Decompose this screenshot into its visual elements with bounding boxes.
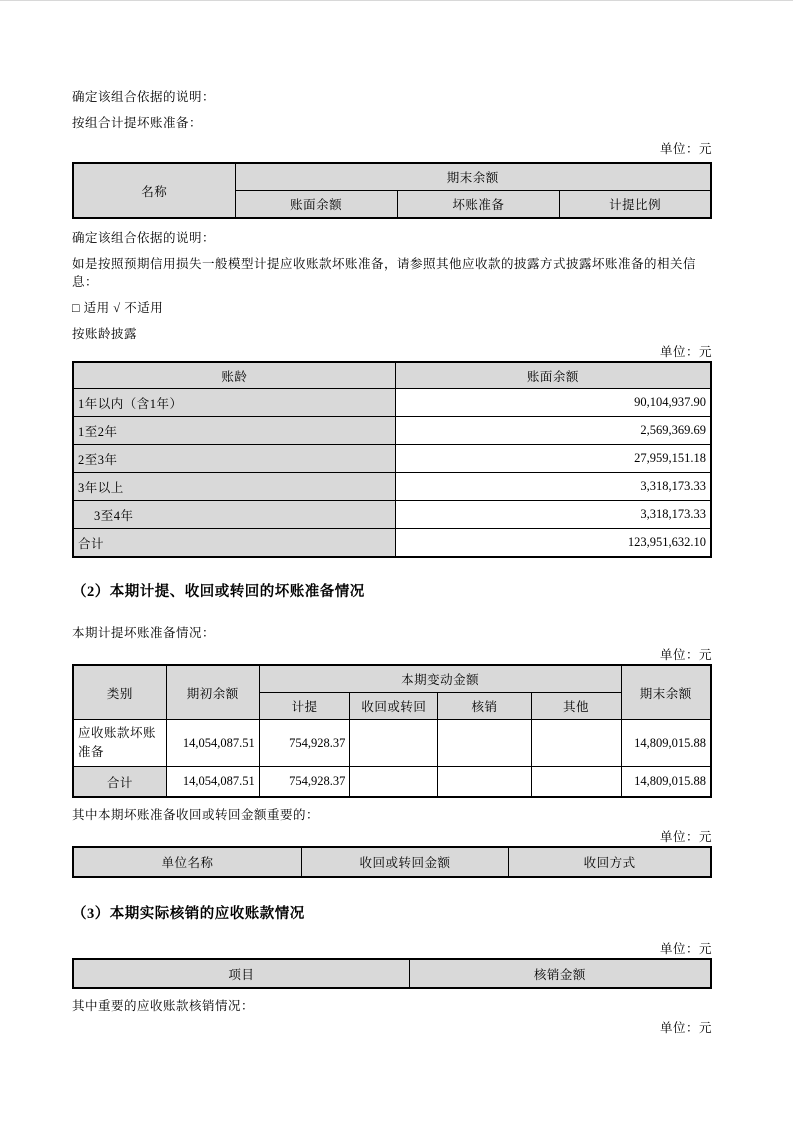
aging-row-label: 1至2年 <box>73 417 395 445</box>
portfolio-provision-table <box>72 162 712 219</box>
column-header-provision-ratio: 计提比例 <box>560 191 711 219</box>
section-2-intro: 本期计提坏账准备情况： <box>72 626 216 640</box>
column-header-recovered: 收回或转回 <box>350 693 438 720</box>
column-header-recovery-method: 收回方式 <box>509 847 711 877</box>
movement-total-opening: 14,054,087.51 <box>166 767 259 798</box>
aging-row-value: 27,959,151.18 <box>395 445 711 473</box>
ecl-model-note: 如是按照预期信用损失一般模型计提应收账款坏账准备，请参照其他应收款的披露方式披露坏账准备的相关信息： <box>72 257 697 289</box>
aging-row-label: 2至3年 <box>73 445 395 473</box>
table-row <box>73 417 711 445</box>
movement-total-closing: 14,809,015.88 <box>621 767 711 798</box>
important-writeoff-intro: 其中重要的应收账款核销情况： <box>72 999 255 1013</box>
table-row <box>73 445 711 473</box>
unit-label: 单位：元 <box>659 830 712 844</box>
column-header-book-balance: 账面余额 <box>235 191 397 219</box>
movement-row-closing: 14,809,015.88 <box>621 720 711 767</box>
page-edge-line <box>0 0 793 1</box>
portfolio-note2-label: 确定该组合依据的说明： <box>72 231 216 245</box>
column-header-other: 其他 <box>531 693 621 720</box>
column-header-name: 名称 <box>73 163 235 218</box>
aging-disclosure-intro: 按账龄披露 <box>72 327 138 341</box>
movement-total-recovered <box>350 767 438 798</box>
column-header-recovery-amount: 收回或转回金额 <box>301 847 508 877</box>
portfolio-note-label: 确定该组合依据的说明： <box>72 90 216 104</box>
table-row <box>73 389 711 417</box>
aging-total-value: 123,951,632.10 <box>395 529 711 558</box>
movement-total-other <box>531 767 621 798</box>
aging-total-row <box>73 529 711 558</box>
column-header-category: 类别 <box>73 665 166 720</box>
aging-total-label: 合计 <box>73 529 395 558</box>
column-header-bad-debt-provision: 坏账准备 <box>397 191 560 219</box>
table-row <box>73 720 711 767</box>
table-row <box>73 473 711 501</box>
column-header-writeoff-amount: 核销金额 <box>409 959 711 988</box>
movement-row-other <box>531 720 621 767</box>
movement-total-row <box>73 767 711 798</box>
aging-row-label: 3至4年 <box>73 501 395 529</box>
movement-total-written-off <box>438 767 531 798</box>
column-header-accrued: 计提 <box>259 693 350 720</box>
movement-total-accrued: 754,928.37 <box>259 767 350 798</box>
aging-row-value: 2,569,369.69 <box>395 417 711 445</box>
table-row <box>73 501 711 529</box>
aging-row-value: 90,104,937.90 <box>395 389 711 417</box>
section-3-heading: （3）本期实际核销的应收账款情况 <box>72 906 305 922</box>
recovery-intro: 其中本期坏账准备收回或转回金额重要的： <box>72 808 320 822</box>
column-header-entity-name: 单位名称 <box>73 847 301 877</box>
column-group-ending-balance: 期末余额 <box>235 163 711 191</box>
unit-label: 单位：元 <box>659 648 712 662</box>
aging-table <box>72 361 712 558</box>
movement-row-accrued: 754,928.37 <box>259 720 350 767</box>
column-header-opening-balance: 期初余额 <box>166 665 259 720</box>
movement-row-recovered <box>350 720 438 767</box>
recovery-table <box>72 846 712 878</box>
aging-row-label: 3年以上 <box>73 473 395 501</box>
book-balance-column-header: 账面余额 <box>395 362 711 389</box>
aging-row-label: 1年以内（含1年） <box>73 389 395 417</box>
unit-label: 单位：元 <box>659 942 712 956</box>
portfolio-intro: 按组合计提坏账准备： <box>72 116 203 130</box>
applicability-line: □ 适用 √ 不适用 <box>72 301 164 315</box>
movement-row-written-off <box>438 720 531 767</box>
section-2-heading: （2）本期计提、收回或转回的坏账准备情况 <box>72 584 365 600</box>
column-header-item: 项目 <box>73 959 409 988</box>
aging-row-value: 3,318,173.33 <box>395 473 711 501</box>
aging-column-header: 账龄 <box>73 362 395 389</box>
unit-label: 单位：元 <box>659 345 712 359</box>
movement-row-opening: 14,054,087.51 <box>166 720 259 767</box>
provision-movement-table <box>72 664 712 798</box>
writeoff-table <box>72 958 712 989</box>
unit-label: 单位：元 <box>659 1021 712 1035</box>
aging-row-value: 3,318,173.33 <box>395 501 711 529</box>
column-group-current-changes: 本期变动金额 <box>259 665 621 693</box>
unit-label: 单位：元 <box>659 142 712 156</box>
column-header-written-off: 核销 <box>438 693 531 720</box>
movement-row-category: 应收账款坏账准备 <box>73 720 166 767</box>
column-header-closing-balance: 期末余额 <box>621 665 711 720</box>
movement-total-label: 合计 <box>73 767 166 798</box>
